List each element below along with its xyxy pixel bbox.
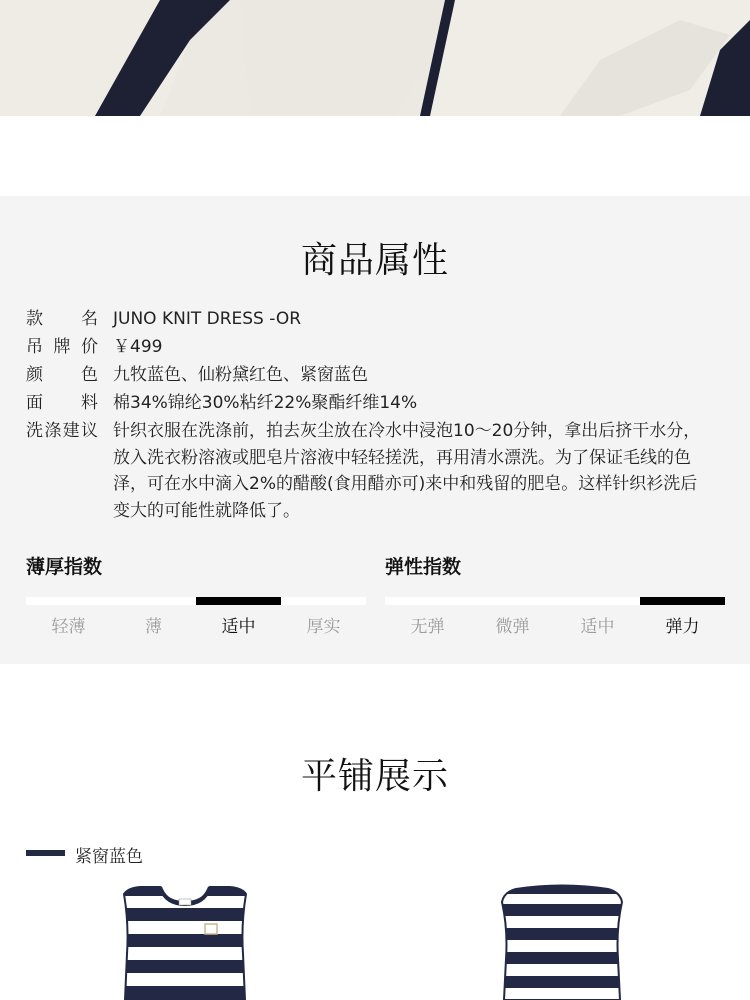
elasticity-selected-segment: [640, 597, 725, 605]
attr-key: 洗 涤 建 议: [26, 421, 98, 441]
elasticity-level: 适中: [580, 617, 615, 637]
attr-value-wash: 针织衣服在洗涤前，拍去灰尘放在冷水中浸泡10～20分钟，拿出后挤干水分，放入洗衣粉溶液或肥皂片溶液中轻轻搓洗，再用清水漂洗。为了保证毛线的色泽，可在水中滴入2%的醋酸(食用醋亦可)来中和残留的肥皂。这样针织衫洗后变大的可能性就降低了。: [113, 421, 701, 521]
thickness-level: 轻薄: [51, 617, 86, 637]
attr-value-name: JUNO KNIT DRESS -OR: [113, 309, 302, 329]
product-attributes-section: [0, 196, 750, 664]
attr-key: 款 名: [26, 309, 98, 329]
color-swatch-bar: [26, 850, 65, 856]
attr-value-price: ￥499: [113, 337, 163, 357]
attributes-title: 商品属性: [300, 240, 449, 281]
color-tag-label: 紧窗蓝色: [75, 847, 143, 867]
flat-lay-title: 平铺展示: [300, 756, 449, 797]
garment-front-image: [110, 884, 260, 1000]
thickness-level: 薄: [145, 617, 162, 637]
attr-key: 吊 牌 价: [26, 337, 98, 357]
hero-fabric-photo: [0, 0, 750, 116]
thickness-level-selected: 适中: [221, 617, 256, 637]
thickness-track: [26, 597, 366, 605]
thickness-level: 厚实: [306, 617, 341, 637]
attr-value-fabric: 棉34%锦纶30%粘纤22%聚酯纤维14%: [113, 393, 418, 413]
elasticity-level: 无弹: [410, 617, 445, 637]
elasticity-level-selected: 弹力: [665, 617, 700, 637]
elasticity-track: [385, 597, 725, 605]
attr-key: 面 料: [26, 393, 98, 413]
attr-value-color: 九牧蓝色、仙粉黛红色、紧窗蓝色: [113, 365, 368, 385]
attr-key: 颜 色: [26, 365, 98, 385]
thickness-title: 薄厚指数: [26, 556, 103, 578]
elasticity-title: 弹性指数: [385, 556, 462, 578]
garment-back-image: [490, 884, 635, 1000]
thickness-selected-segment: [196, 597, 281, 605]
elasticity-level: 微弹: [495, 617, 530, 637]
